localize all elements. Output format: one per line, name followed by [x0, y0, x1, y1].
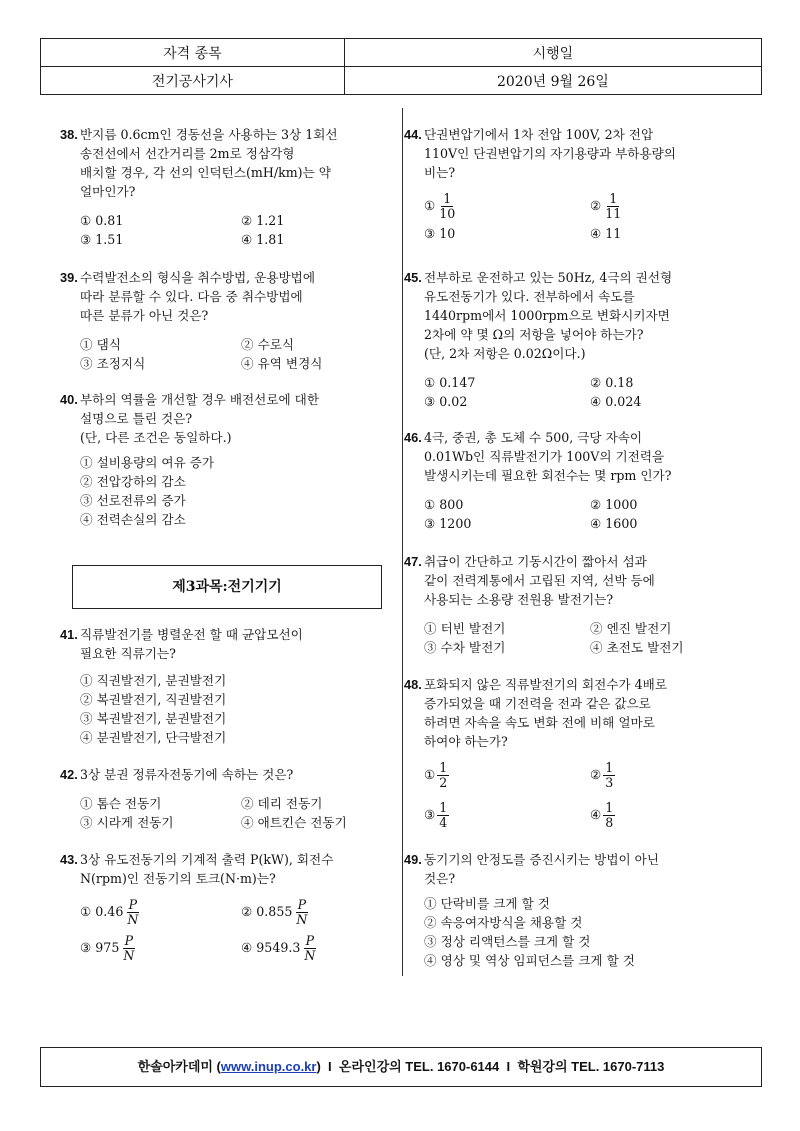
denominator: 2	[439, 774, 448, 790]
footer-separator: I	[320, 1059, 339, 1074]
options	[80, 894, 390, 966]
footer-online-tel: 온라인강의 TEL. 1670-6144	[338, 1059, 500, 1074]
option-2[interactable]: ② 속응여자방식을 채용할 것	[424, 915, 583, 930]
option-1[interactable]	[424, 761, 584, 790]
option-3[interactable]: ③ 선로전류의 증가	[80, 493, 186, 508]
question-text: 3상 유도전동기의 기계적 출력 P(kW), 회전수 N(rpm)인 전동기의 토크(N·m)는?	[80, 852, 334, 886]
fraction	[121, 934, 136, 963]
option-4[interactable]: ④ 전력손실의 감소	[80, 512, 186, 527]
column-divider	[402, 108, 403, 976]
question-number: 49.	[404, 852, 422, 867]
fraction	[437, 761, 449, 790]
question-number: 42.	[60, 767, 78, 782]
option-2[interactable]: ② 1.21	[241, 213, 285, 228]
footer-offline-tel: 학원강의 TEL. 1670-7113	[517, 1059, 665, 1074]
denominator: 10	[439, 205, 456, 221]
footer-url-link[interactable]: www.inup.co.kr	[220, 1059, 317, 1074]
options	[424, 495, 744, 533]
footer-bracket: )	[316, 1059, 321, 1074]
denominator: 4	[439, 814, 448, 830]
option-2[interactable]: ② 1000	[590, 497, 638, 512]
denominator: N	[127, 911, 139, 927]
option-4[interactable]: ④ 유역 변경식	[241, 356, 323, 371]
footer	[40, 1047, 762, 1087]
fraction	[603, 801, 615, 830]
fraction	[437, 801, 449, 830]
option-2[interactable]: ② 0.18	[590, 375, 634, 390]
option-2[interactable]	[584, 761, 744, 790]
options	[80, 671, 390, 747]
question-number: 47.	[404, 554, 422, 569]
option-1[interactable]: ① 0.147	[424, 375, 476, 390]
numerator: 1	[439, 799, 448, 815]
question-38	[60, 125, 390, 249]
numerator: P	[297, 896, 307, 912]
numerator: P	[124, 932, 134, 948]
numerator: 1	[439, 759, 448, 775]
question-42	[60, 765, 390, 832]
question-text: 3상 분권 정류자전동기에 속하는 것은?	[80, 767, 294, 782]
option-label: ① 0.46	[80, 903, 124, 919]
options	[80, 453, 390, 529]
question-text: 4극, 중권, 총 도체 수 500, 극당 자속이 0.01Wb인 직류발전기가 100V의 기전력을 발생시키는데 필요한 회전수는 몇 rpm 인가?	[424, 430, 672, 483]
question-number: 48.	[404, 677, 422, 692]
option-3[interactable]: ③ 1.51	[80, 232, 124, 247]
question-41	[60, 625, 390, 747]
option-3[interactable]: ③ 조정지식	[80, 356, 146, 371]
fraction	[302, 934, 317, 963]
option-label: ①	[424, 197, 436, 213]
numerator: 1	[605, 799, 614, 815]
question-number: 38.	[60, 127, 78, 142]
option-4[interactable]: ④ 1.81	[241, 232, 285, 247]
question-text: 단권변압기에서 1차 전압 100V, 2차 전압 110V인 단권변압기의 자기용량과 부하용량의 비는?	[424, 127, 676, 180]
option-1[interactable]: ① 톰슨 전동기	[80, 796, 162, 811]
fraction	[294, 898, 309, 927]
option-2[interactable]: ② 수로식	[241, 337, 295, 352]
option-3[interactable]: ③ 수차 발전기	[424, 640, 506, 655]
option-2[interactable]: ② 전압강하의 감소	[80, 474, 186, 489]
question-number: 39.	[60, 270, 78, 285]
question-number: 45.	[404, 270, 422, 285]
header-col1-label: 자격 종목	[41, 39, 345, 67]
option-1[interactable]: ① 800	[424, 497, 464, 512]
option-2[interactable]	[584, 192, 744, 221]
numerator: P	[305, 932, 315, 948]
option-4[interactable]: ④ 1600	[590, 516, 638, 531]
question-43	[60, 850, 390, 966]
numerator: 1	[609, 190, 618, 206]
option-3[interactable]	[424, 801, 584, 830]
option-3[interactable]: ③ 0.02	[424, 394, 468, 409]
option-label: ④	[590, 806, 602, 822]
numerator: 1	[605, 759, 614, 775]
option-3[interactable]	[80, 934, 235, 963]
numerator: 1	[443, 190, 452, 206]
option-2[interactable]: ② 복권발전기, 직권발전기	[80, 692, 227, 707]
option-1[interactable]: ① 단락비를 크게 할 것	[424, 896, 550, 911]
denominator: N	[123, 947, 135, 963]
question-number: 40.	[60, 392, 78, 407]
header-table	[40, 38, 762, 95]
denominator: 3	[605, 774, 614, 790]
option-4[interactable]: ④ 11	[590, 226, 622, 241]
options	[80, 794, 390, 832]
fraction	[125, 898, 140, 927]
question-text: 포화되지 않은 직류발전기의 회전수가 4배로 증가되었을 때 기전력을 전과 같은 값으로 하려면 자속을 속도 변화 전에 비해 얼마로 하여야 하는가?	[424, 677, 668, 749]
option-3[interactable]: ③ 1200	[424, 516, 472, 531]
option-1[interactable]	[424, 192, 584, 221]
question-number: 43.	[60, 852, 78, 867]
option-2[interactable]: ② 데리 전동기	[241, 796, 323, 811]
header-col2-label: 시행일	[344, 39, 761, 67]
question-46	[404, 428, 744, 533]
footer-separator: I	[499, 1059, 518, 1074]
options	[80, 211, 390, 249]
options	[424, 755, 744, 835]
header-col1-value: 전기공사기사	[41, 67, 345, 95]
question-number: 44.	[404, 127, 422, 142]
option-label: ③ 975	[80, 939, 120, 955]
options	[80, 335, 390, 373]
option-label: ④ 9549.3	[241, 939, 301, 955]
question-text: 동기기의 안정도를 증진시키는 방법이 아닌 것은?	[424, 852, 659, 886]
section-title-box	[72, 565, 382, 609]
question-text: 수력발전소의 형식을 취수방법, 운용방법에 따라 분류할 수 있다. 다음 중 취수방법에 따른 분류가 아닌 것은?	[80, 270, 315, 323]
denominator: N	[304, 947, 316, 963]
option-1[interactable]: ① 직권발전기, 분권발전기	[80, 673, 227, 688]
question-39	[60, 268, 390, 373]
option-4[interactable]: ④ 분권발전기, 단극발전기	[80, 730, 227, 745]
question-48	[404, 675, 744, 835]
option-3[interactable]: ③ 정상 리액턴스를 크게 할 것	[424, 934, 591, 949]
question-47	[404, 552, 744, 657]
question-text: 전부하로 운전하고 있는 50Hz, 4극의 권선형 유도전동기가 있다. 전부하에서 속도를 1440rpm에서 1000rpm으로 변화시키자면 2차에 약 몇 Ω의 저항을 넣어야 하는가? (단, 2차 저항은 0.02Ω이다.)	[424, 270, 673, 361]
denominator: 8	[605, 814, 614, 830]
footer-brand: 한솔아카데미 (	[137, 1059, 221, 1074]
option-1[interactable]	[80, 898, 235, 927]
fraction	[603, 761, 615, 790]
option-label: ③	[424, 806, 436, 822]
question-text: 취급이 간단하고 기동시간이 짧아서 섬과 같이 전력계통에서 고립된 지역, 선박 등에 사용되는 소용량 전원용 발전기는?	[424, 554, 655, 607]
option-2[interactable]: ② 엔진 발전기	[590, 621, 672, 636]
question-text: 부하의 역률을 개선할 경우 배전선로에 대한 설명으로 틀린 것은? (단, 다른 조건은 동일하다.)	[80, 392, 319, 445]
question-49	[404, 850, 744, 970]
option-label: ②	[590, 766, 602, 782]
question-45	[404, 268, 744, 411]
question-44	[404, 125, 744, 243]
option-1[interactable]: ① 설비용량의 여유 증가	[80, 455, 215, 470]
option-label: ②	[590, 197, 602, 213]
option-4[interactable]: ④ 초전도 발전기	[590, 640, 684, 655]
options	[424, 373, 744, 411]
option-label: ② 0.855	[241, 903, 293, 919]
question-text: 반지름 0.6cm인 경동선을 사용하는 3상 1회선 송전선에서 선간거리를 2m로 정삼각형 배치할 경우, 각 선의 인덕턴스(mH/km)는 약 얼마인가?	[80, 127, 338, 199]
question-number: 46.	[404, 430, 422, 445]
numerator: P	[128, 896, 138, 912]
option-1[interactable]: ① 터빈 발전기	[424, 621, 506, 636]
options	[424, 894, 744, 970]
question-40	[60, 390, 390, 529]
option-2[interactable]	[235, 898, 390, 927]
option-3[interactable]: ③ 복권발전기, 분권발전기	[80, 711, 227, 726]
section-title: 제3과목:전기기기	[172, 579, 282, 595]
option-4[interactable]: ④ 0.024	[590, 394, 642, 409]
option-4[interactable]: ④ 영상 및 역상 임피던스를 크게 할 것	[424, 953, 635, 968]
option-1[interactable]: ① 0.81	[80, 213, 124, 228]
question-text: 직류발전기를 병렬운전 할 때 균압모선이 필요한 직류기는?	[80, 627, 303, 661]
options	[424, 188, 744, 243]
option-4[interactable]	[584, 801, 744, 830]
header-col2-value: 2020년 9월 26일	[344, 67, 761, 95]
options	[424, 619, 744, 657]
fraction	[437, 192, 457, 221]
option-label: ①	[424, 766, 436, 782]
option-4[interactable]	[235, 934, 390, 963]
option-3[interactable]: ③ 10	[424, 226, 456, 241]
question-number: 41.	[60, 627, 78, 642]
denominator: 11	[605, 205, 622, 221]
option-3[interactable]: ③ 시라게 전동기	[80, 815, 174, 830]
option-1[interactable]: ① 댐식	[80, 337, 121, 352]
fraction	[603, 192, 623, 221]
denominator: N	[296, 911, 308, 927]
option-4[interactable]: ④ 애트킨슨 전동기	[241, 815, 347, 830]
